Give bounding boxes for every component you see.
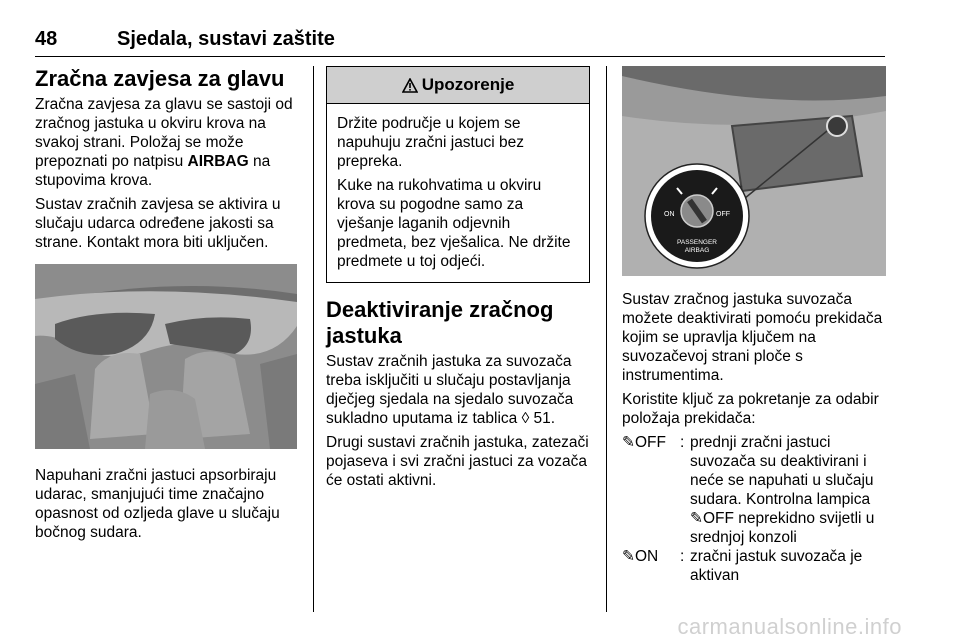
- paragraph: Sustav zračnih jastuka za suvozača treba isključiti u slučaju postavljanja dječjeg sjedala na sjedalo suvozača sukladno uputama iz tablica ◊ 51.: [326, 353, 574, 427]
- watermark: carmanualsonline.info: [677, 614, 902, 639]
- section-heading: Deaktiviranje zračnog jastuka: [326, 297, 554, 348]
- page-number: 48: [35, 28, 58, 50]
- def-desc: zračni jastuk suvozača je aktivan: [690, 548, 863, 584]
- switch-caption: AIRBAG: [684, 247, 710, 254]
- chapter-title: Sjedala, sustavi zaštite: [117, 28, 335, 50]
- column-right: [622, 66, 888, 585]
- warning-body: [327, 104, 589, 282]
- column-left: [35, 66, 297, 547]
- section-heading: Zračna zavjesa za glavu: [35, 66, 285, 91]
- paragraph: Koristite ključ za pokretanje za odabir položaja prekidača:: [622, 391, 879, 427]
- page-header: [35, 28, 885, 57]
- paragraph: Drugi sustavi zračnih jastuka, zatezači pojaseva i svi zračni jastuci za vozača će ostati aktivni.: [326, 434, 589, 489]
- warning-header: [327, 67, 589, 104]
- definition-on: ✎ON : zračni jastuk suvozača je aktivan: [622, 547, 888, 585]
- def-desc: prednji zračni jastuci suvozača su deaktivirani i neće se napuhati u slučaju sudara. Kontrolna lampica ✎OFF neprekidno svijetli u srednjoj konzoli: [690, 434, 875, 546]
- paragraph: Napuhani zračni jastuci apsorbiraju udarac, smanjujući time značajno opasnost od ozljeda glave u slučaju bočnog sudara.: [35, 467, 280, 541]
- paragraph: Sustav zračnih zavjesa se aktivira u slučaju udarca određene jakosti sa strane. Kontakt mora biti uključen.: [35, 196, 281, 251]
- switch-caption: PASSENGER: [677, 239, 717, 246]
- column-divider: [606, 66, 607, 612]
- warning-text: Kuke na rukohvatima u okviru krova su pogodne samo za vješanje laganih odjevnih predmeta, bez vješalica. Ne držite predmete u toj odjeći.: [337, 177, 571, 270]
- warning-text: Držite područje u kojem se napuhuju zračni jastuci bez prepreka.: [337, 115, 524, 170]
- def-term: ✎OFF: [622, 434, 666, 451]
- paragraph: Sustav zračnog jastuka suvozača možete deaktivirati pomoću prekidača kojim se upravlja ključem na suvozačevoj strani ploče s instrumentima.: [622, 291, 883, 384]
- airbag-off-icon: ✎: [622, 434, 635, 451]
- airbag-switch-photo: [622, 66, 886, 276]
- column-divider: [313, 66, 314, 612]
- airbag-label: AIRBAG: [187, 153, 249, 170]
- switch-off-label: OFF: [716, 211, 730, 218]
- definition-off: ✎OFF : prednji zračni jastuci suvozača su deaktivirani i neće se napuhati u slučaju sudara. Kontrolna lampica ✎OFF neprekidno svijetli u srednjoj konzoli: [622, 433, 888, 547]
- warning-box: [326, 66, 590, 283]
- warning-triangle-icon: [402, 78, 418, 93]
- airbag-on-icon: ✎: [622, 548, 635, 565]
- column-middle: [326, 66, 590, 495]
- warning-title: Upozorenje: [421, 75, 515, 94]
- paragraph: Zračna zavjesa za glavu se sastoji od zračnog jastuka u okviru krova na svakoj strani. Položaj se može prepoznati po natpisu AIRBAG na stupovima krova.: [35, 96, 293, 189]
- curtain-airbag-illustration: [35, 264, 297, 449]
- def-term: ✎ON: [622, 548, 659, 565]
- switch-on-label: ON: [664, 211, 675, 218]
